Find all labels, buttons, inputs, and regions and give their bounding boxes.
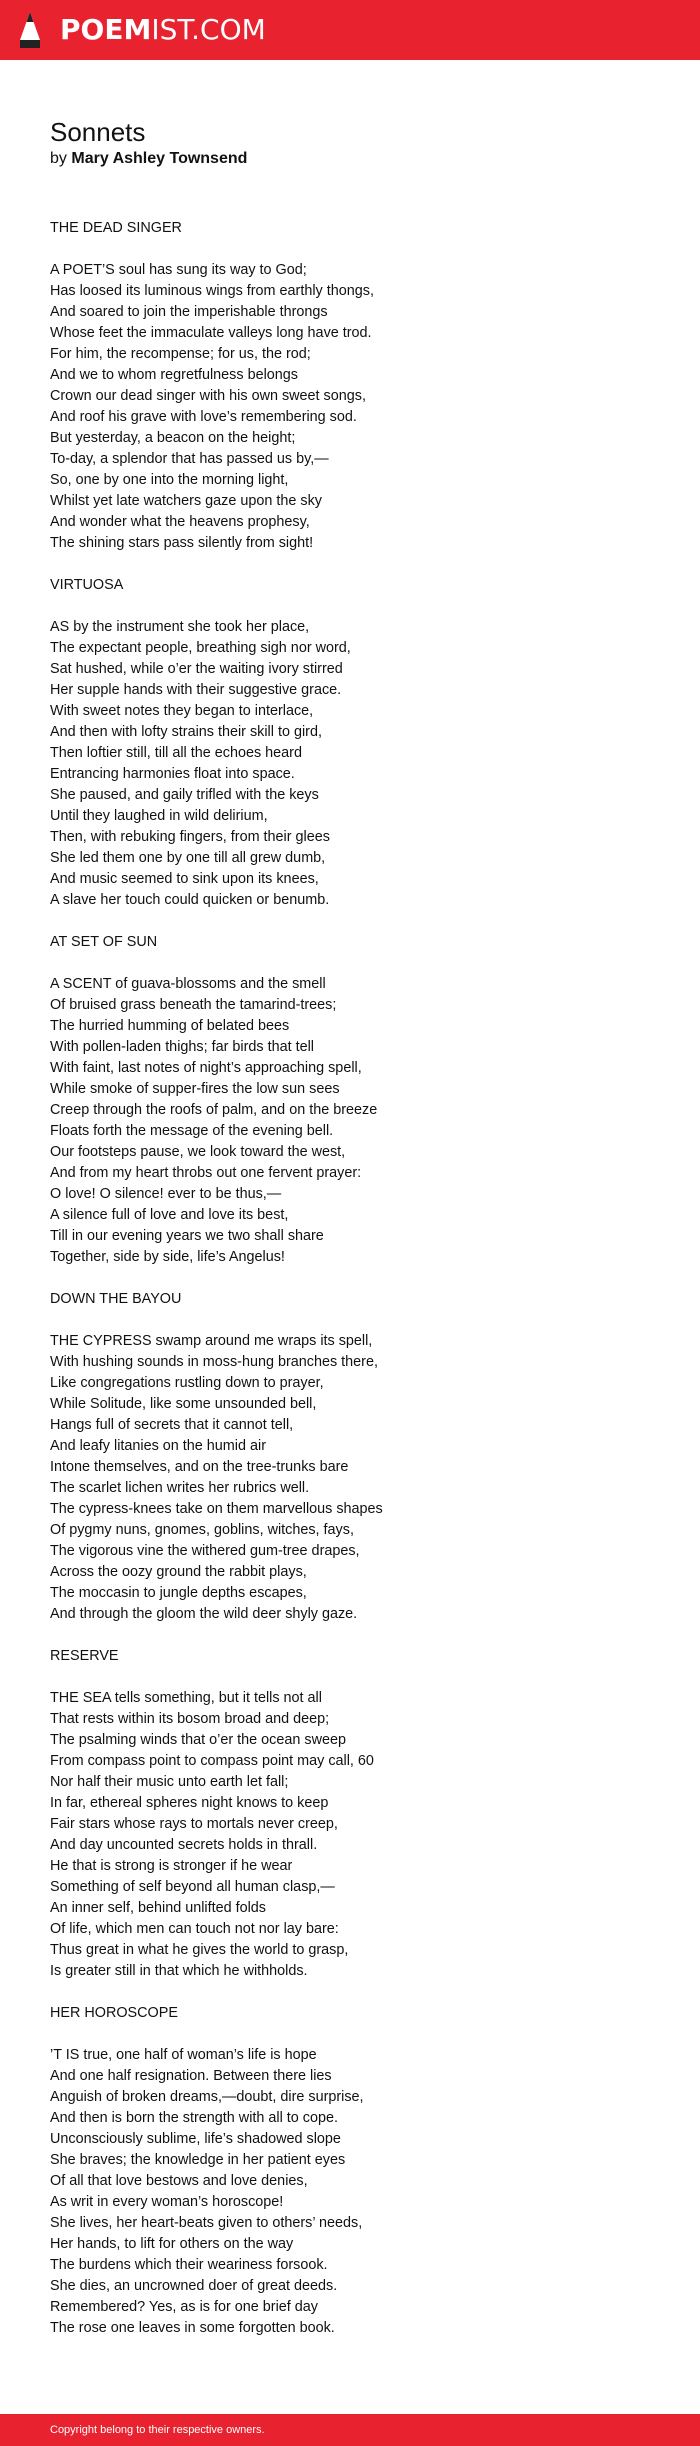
- poem-line: But yesterday, a beacon on the height;: [50, 430, 296, 446]
- poem-line: Whilst yet late watchers gaze upon the sky: [50, 493, 322, 509]
- stanza-break: [50, 1268, 650, 1289]
- poem-line: HER HOROSCOPE: [50, 2005, 178, 2021]
- poem-line: With sweet notes they began to interlace,: [50, 703, 314, 719]
- poem-line: AT SET OF SUN: [50, 934, 158, 950]
- stanza-break: [50, 953, 650, 974]
- poem-line: The expectant people, breathing sigh nor word,: [50, 640, 351, 656]
- poem-line: The moccasin to jungle depths escapes,: [50, 1585, 307, 1601]
- poem-line: Anguish of broken dreams,—doubt, dire surprise,: [50, 2089, 364, 2105]
- poem-line: Whose feet the immaculate valleys long have trod.: [50, 325, 372, 341]
- poem-line: And one half resignation. Between there lies: [50, 2068, 332, 2084]
- stanza-break: [50, 911, 650, 932]
- poem-line: RESERVE: [50, 1648, 119, 1664]
- poem-line: Has loosed its luminous wings from earthly thongs,: [50, 283, 374, 299]
- by-label: by: [50, 150, 67, 167]
- poem-line: Floats forth the message of the evening bell.: [50, 1123, 334, 1139]
- poem-line: Across the oozy ground the rabbit plays,: [50, 1564, 307, 1580]
- poem-line: Together, side by side, life’s Angelus!: [50, 1249, 285, 1265]
- poem-line: And we to whom regretfulness belongs: [50, 367, 298, 383]
- poem-line: Of life, which men can touch not nor lay bare:: [50, 1921, 339, 1937]
- poem-line: Remembered? Yes, as is for one brief day: [50, 2299, 318, 2315]
- poem-line: A SCENT of guava-blossoms and the smell: [50, 976, 326, 992]
- poem-line: Our footsteps pause, we look toward the west,: [50, 1144, 346, 1160]
- poem-line: The burdens which their weariness forsook.: [50, 2257, 328, 2273]
- poem-line: With hushing sounds in moss-hung branches there,: [50, 1354, 378, 1370]
- poem-line: O love! O silence! ever to be thus,—: [50, 1186, 282, 1202]
- poem-body: [50, 218, 650, 2339]
- poem-line: Entrancing harmonies float into space.: [50, 766, 295, 782]
- stanza-break: [50, 596, 650, 617]
- poem-line: Something of self beyond all human clasp,—: [50, 1879, 335, 1895]
- poem-line: Of bruised grass beneath the tamarind-trees;: [50, 997, 337, 1013]
- poem-line: Thus great in what he gives the world to grasp,: [50, 1942, 349, 1958]
- poem-line: A POET’S soul has sung its way to God;: [50, 262, 307, 278]
- poem-line: As writ in every woman’s horoscope!: [50, 2194, 284, 2210]
- poem-line: The cypress-knees take on them marvellous shapes: [50, 1501, 383, 1517]
- poem-line: And day uncounted secrets holds in thrall.: [50, 1837, 318, 1853]
- poem-line: Her hands, to lift for others on the way: [50, 2236, 294, 2252]
- poem-line: Crown our dead singer with his own sweet songs,: [50, 388, 366, 404]
- poem-line: While smoke of supper-fires the low sun sees: [50, 1081, 340, 1097]
- poem-line: The hurried humming of belated bees: [50, 1018, 290, 1034]
- poem-line: Unconsciously sublime, life’s shadowed slope: [50, 2131, 341, 2147]
- poem-line: The vigorous vine the withered gum-tree drapes,: [50, 1543, 360, 1559]
- poem-line: A slave her touch could quicken or benumb.: [50, 892, 330, 908]
- stanza-break: [50, 1625, 650, 1646]
- poem-line: VIRTUOSA: [50, 577, 124, 593]
- poem-line: AS by the instrument she took her place,: [50, 619, 310, 635]
- stanza-break: [50, 239, 650, 260]
- poem-line: So, one by one into the morning light,: [50, 472, 289, 488]
- copyright-text: Copyright belong to their respective owners.: [50, 2424, 265, 2436]
- stanza-break: [50, 1310, 650, 1331]
- poem-line: The scarlet lichen writes her rubrics well.: [50, 1480, 310, 1496]
- poem-line: And then is born the strength with all to cope.: [50, 2110, 338, 2126]
- logo-light-text: IST.COM: [151, 13, 266, 46]
- poem-title: Sonnets: [50, 117, 146, 147]
- poem-line: Then, with rebuking fingers, from their glees: [50, 829, 330, 845]
- poem-line: A silence full of love and love its best,: [50, 1207, 289, 1223]
- stanza-break: [50, 1667, 650, 1688]
- poem-line: And soared to join the imperishable throngs: [50, 304, 328, 320]
- stanza-break: [50, 2024, 650, 2045]
- poem-line: Nor half their music unto earth let fall;: [50, 1774, 289, 1790]
- poem-line: Hangs full of secrets that it cannot tell,: [50, 1417, 294, 1433]
- poem-line: Of all that love bestows and love denies,: [50, 2173, 308, 2189]
- poem-line: Her supple hands with their suggestive grace.: [50, 682, 342, 698]
- poem-line: She paused, and gaily trifled with the keys: [50, 787, 319, 803]
- poem-line: And wonder what the heavens prophesy,: [50, 514, 310, 530]
- stanza-break: [50, 1982, 650, 2003]
- poem-line: Is greater still in that which he withholds.: [50, 1963, 308, 1979]
- poem-line: From compass point to compass point may call, 60: [50, 1753, 374, 1769]
- poem-line: And through the gloom the wild deer shyly gaze.: [50, 1606, 358, 1622]
- poem-line: Sat hushed, while o’er the waiting ivory stirred: [50, 661, 343, 677]
- poem-line: An inner self, behind unlifted folds: [50, 1900, 267, 1916]
- poem-line: Fair stars whose rays to mortals never creep,: [50, 1816, 338, 1832]
- poem-line: Intone themselves, and on the tree-trunks bare: [50, 1459, 349, 1475]
- poem-line: The psalming winds that o’er the ocean sweep: [50, 1732, 346, 1748]
- poem-line: Creep through the roofs of palm, and on the breeze: [50, 1102, 378, 1118]
- poem-line: He that is strong is stronger if he wear: [50, 1858, 293, 1874]
- poem-line: And from my heart throbs out one fervent prayer:: [50, 1165, 362, 1181]
- author-name[interactable]: Mary Ashley Townsend: [71, 150, 248, 167]
- poem-line: THE DEAD SINGER: [50, 220, 182, 236]
- poem-line: To-day, a splendor that has passed us by,—: [50, 451, 329, 467]
- poem-line: And leafy litanies on the humid air: [50, 1438, 266, 1454]
- logo-bold-text: POEM: [60, 13, 152, 46]
- poem-line: She lives, her heart-beats given to others’ needs,: [50, 2215, 363, 2231]
- poem-line: That rests within its bosom broad and deep;: [50, 1711, 330, 1727]
- poem-line: She led them one by one till all grew dumb,: [50, 850, 326, 866]
- site-header: [0, 0, 700, 60]
- poem-line: For him, the recompense; for us, the rod;: [50, 346, 311, 362]
- poem-line: And then with lofty strains their skill to gird,: [50, 724, 322, 740]
- poem-line: Of pygmy nuns, gnomes, goblins, witches, fays,: [50, 1522, 354, 1538]
- poem-line: Until they laughed in wild delirium,: [50, 808, 268, 824]
- poem-line: She braves; the knowledge in her patient eyes: [50, 2152, 346, 2168]
- poem-line: DOWN THE BAYOU: [50, 1291, 182, 1307]
- site-footer: [0, 2414, 700, 2446]
- poem-line: And music seemed to sink upon its knees,: [50, 871, 319, 887]
- poem-line: The rose one leaves in some forgotten book.: [50, 2320, 335, 2336]
- stanza-break: [50, 554, 650, 575]
- poem-line: With faint, last notes of night’s approaching spell,: [50, 1060, 362, 1076]
- poem-line: THE SEA tells something, but it tells not all: [50, 1690, 322, 1706]
- pencil-icon[interactable]: [18, 10, 42, 50]
- poem-line: With pollen-laden thighs; far birds that tell: [50, 1039, 314, 1055]
- poem-line: Till in our evening years we two shall share: [50, 1228, 324, 1244]
- poem-line: In far, ethereal spheres night knows to keep: [50, 1795, 329, 1811]
- poem-line: And roof his grave with love’s remembering sod.: [50, 409, 357, 425]
- poem-byline: [50, 149, 247, 169]
- poem-line: THE CYPRESS swamp around me wraps its spell,: [50, 1333, 373, 1349]
- poem-line: While Solitude, like some unsounded bell,: [50, 1396, 317, 1412]
- poem-line: She dies, an uncrowned doer of great deeds.: [50, 2278, 338, 2294]
- poem-line: Then loftier still, till all the echoes heard: [50, 745, 302, 761]
- site-logo[interactable]: [60, 13, 266, 47]
- poem-line: The shining stars pass silently from sight!: [50, 535, 314, 551]
- poem-line: Like congregations rustling down to prayer,: [50, 1375, 324, 1391]
- poem-line: ’T IS true, one half of woman’s life is hope: [50, 2047, 317, 2063]
